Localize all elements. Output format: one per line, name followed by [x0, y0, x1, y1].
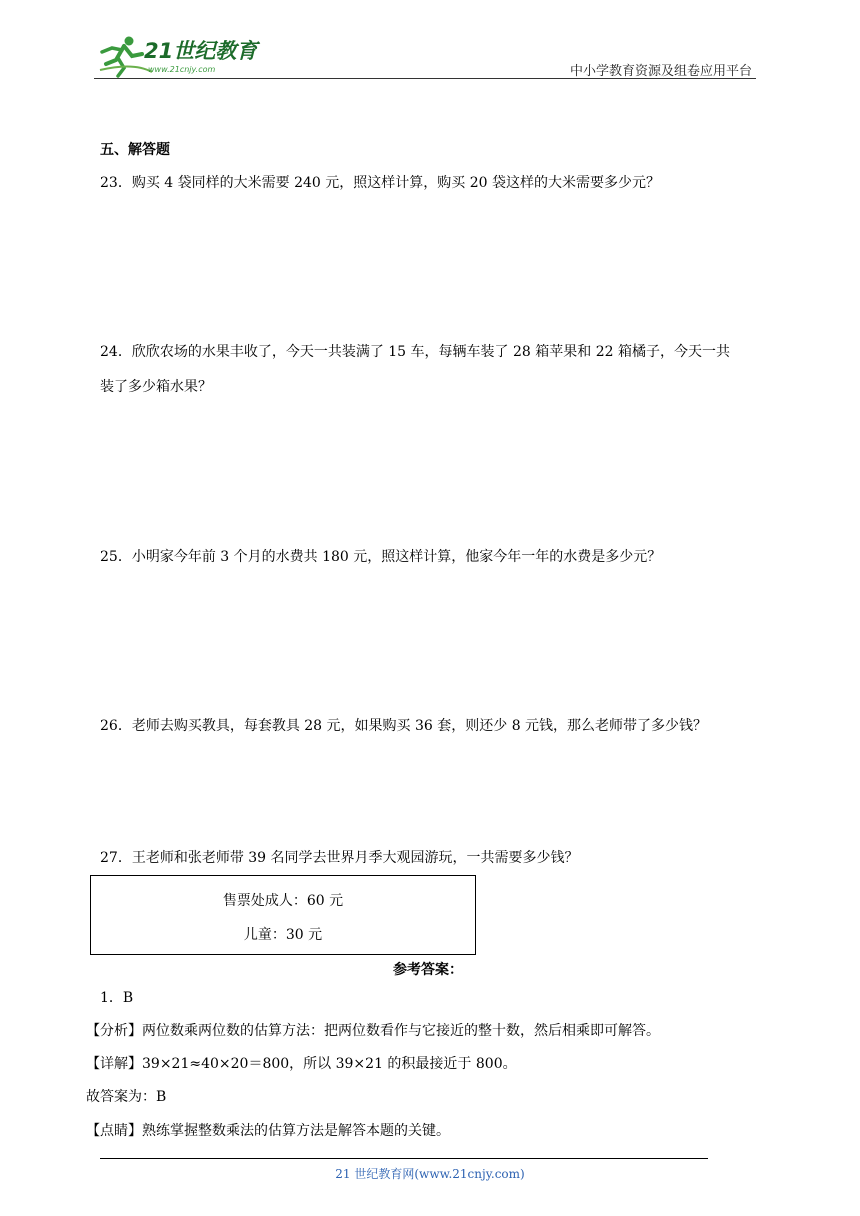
svg-text:21世纪教育: 21世纪教育	[144, 39, 258, 63]
platform-name: 中小学教育资源及组卷应用平台	[570, 64, 753, 79]
footer-divider	[100, 1158, 708, 1159]
footer-link[interactable]: 21 世纪教育网(www.21cnjy.com)	[335, 1167, 525, 1181]
question-27: 27．王老师和张老师带 39 名同学去世界月季大观园游玩，一共需要多少钱？	[100, 850, 579, 866]
ticket-price-box	[90, 875, 476, 955]
answers-title: 参考答案：	[393, 962, 463, 978]
question-23: 23．购买 4 袋同样的大米需要 240 元，照这样计算，购买 20 袋这样的大米需要多少元？	[100, 175, 660, 191]
question-25: 25．小明家今年前 3 个月的水费共 180 元，照这样计算，他家今年一年的水费是多少元？	[100, 549, 662, 565]
answer-tip: 【点睛】熟练掌握整数乘法的估算方法是解答本题的关键。	[86, 1123, 450, 1139]
runner-logo-icon	[94, 34, 264, 78]
section-title: 五、解答题	[100, 142, 170, 158]
logo	[94, 34, 264, 78]
question-26: 26．老师去购买教具，每套教具 28 元，如果购买 36 套，则还少 8 元钱，那么老师带了多少钱？	[100, 718, 708, 734]
answer-detail: 【详解】39×21≈40×20＝800，所以 39×21 的积最接近于 800。	[86, 1056, 517, 1072]
question-24-line1: 24．欣欣农场的水果丰收了，今天一共装满了 15 车，每辆车装了 28 箱苹果和 22 箱橘子，今天一共	[100, 344, 730, 360]
header-divider	[94, 78, 756, 79]
svg-text:www.21cnjy.com: www.21cnjy.com	[148, 65, 216, 74]
adult-price: 售票处成人：60 元	[222, 893, 344, 909]
answer-number: 1．B	[100, 990, 134, 1006]
answer-analysis: 【分析】两位数乘两位数的估算方法：把两位数看作与它接近的整十数，然后相乘即可解答。	[86, 1023, 660, 1039]
child-price: 儿童：30 元	[243, 927, 323, 943]
answer-conclusion: 故答案为：B	[86, 1089, 167, 1105]
question-24-line2: 装了多少箱水果？	[100, 379, 212, 395]
